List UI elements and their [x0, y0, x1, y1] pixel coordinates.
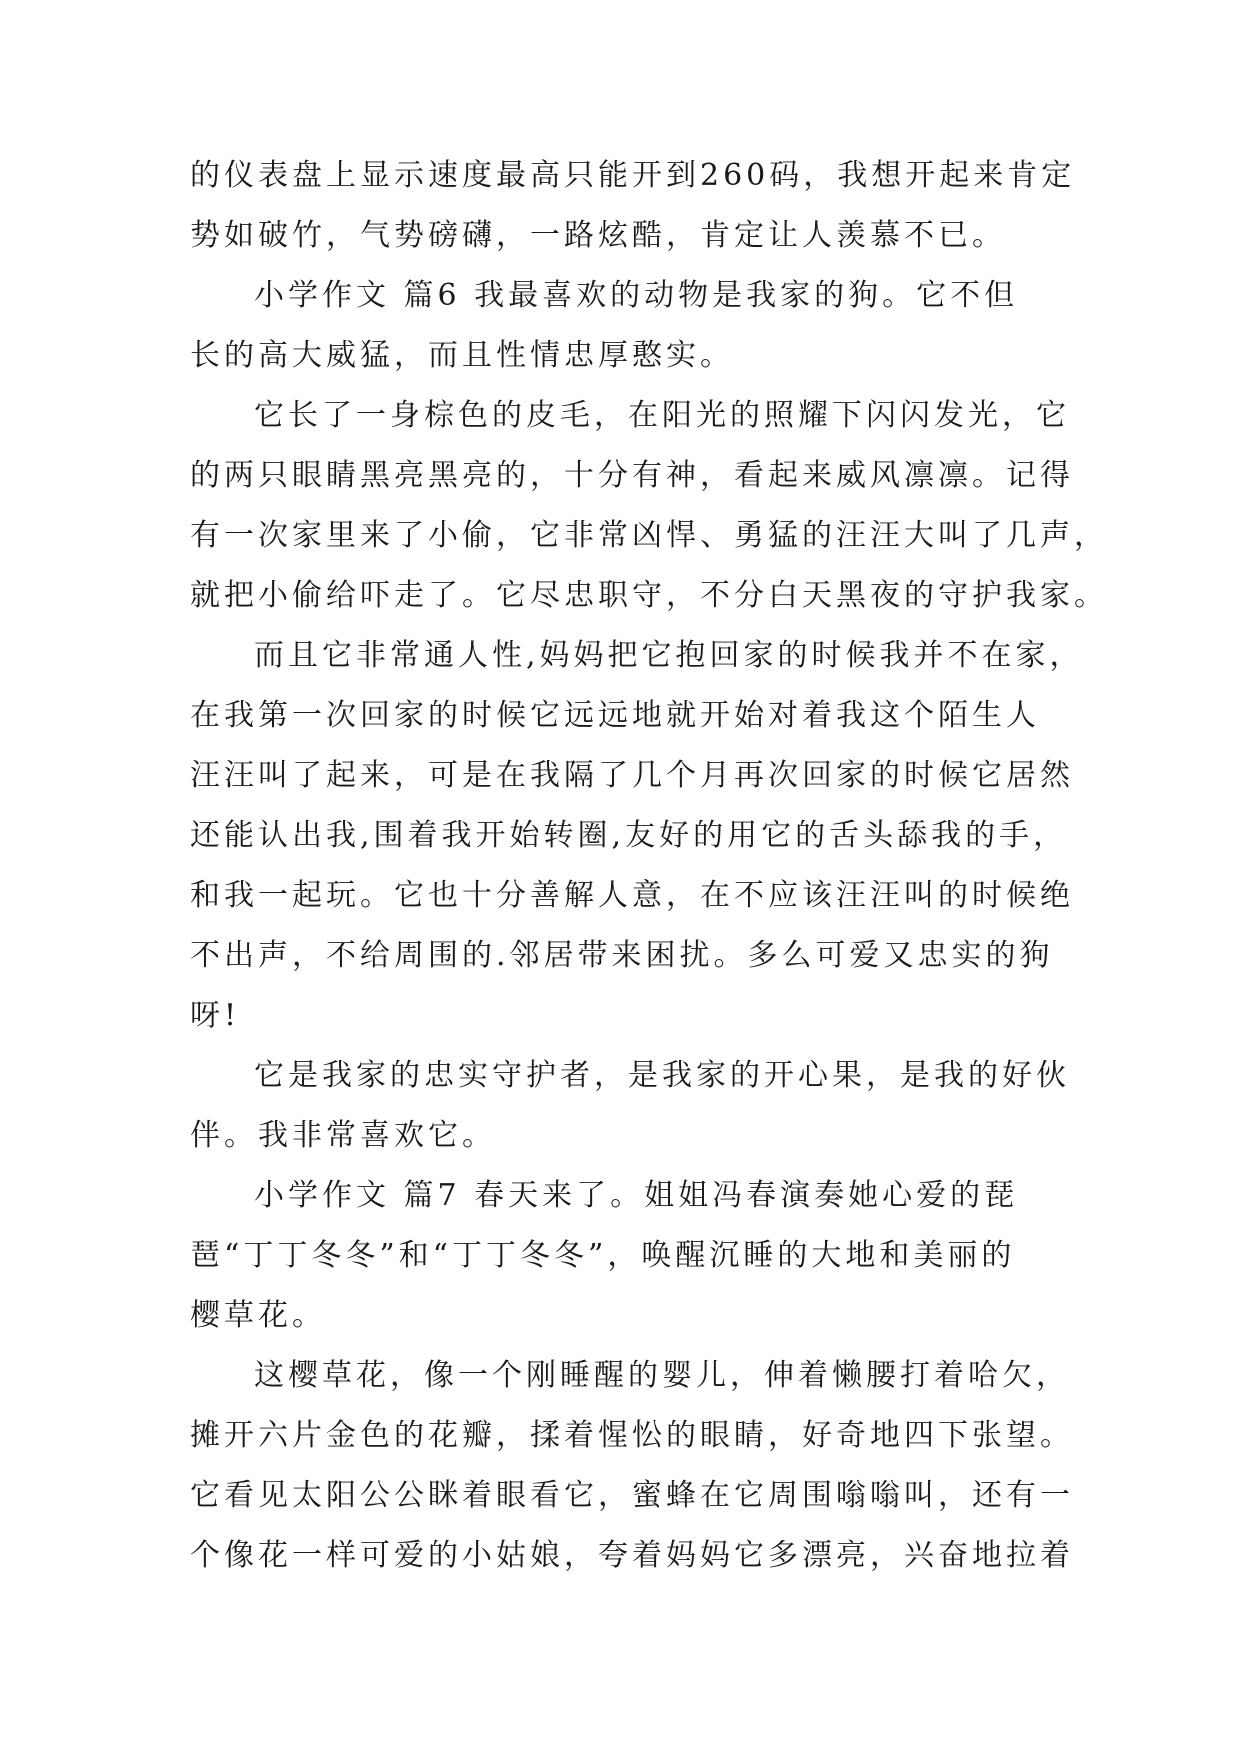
- text-line: 的仪表盘上显示速度最高只能开到260码，我想开起来肯定: [190, 158, 1076, 193]
- text-line: 就把小偷给吓走了。它尽忠职守，不分白天黑夜的守护我家。: [190, 578, 1108, 613]
- paragraph-start-line: 这樱草花，像一个刚睡醒的婴儿，伸着懒腰打着哈欠，: [254, 1358, 1070, 1393]
- text-line: 樱草花。: [190, 1298, 326, 1333]
- text-line: 摊开六片金色的花瓣，揉着惺忪的眼睛，好奇地四下张望。: [190, 1418, 1074, 1453]
- text-line: 汪汪叫了起来，可是在我隔了几个月再次回家的时候它居然: [190, 758, 1074, 793]
- text-line: 有一次家里来了小偷，它非常凶悍、勇猛的汪汪大叫了几声，: [190, 518, 1108, 553]
- paragraph-start-line: 而且它非常通人性,妈妈把它抱回家的时候我并不在家，: [254, 638, 1084, 673]
- text-line: 长的高大威猛，而且性情忠厚憨实。: [190, 338, 734, 373]
- text-line: 伴。我非常喜欢它。: [190, 1118, 496, 1153]
- text-line: 还能认出我,围着我开始转圈,友好的用它的舌头舔我的手，: [190, 818, 1068, 853]
- section-heading-line: 小学作文 篇7 春天来了。姐姐冯春演奏她心爱的琵: [254, 1178, 1019, 1213]
- section-heading-line: 小学作文 篇6 我最喜欢的动物是我家的狗。它不但: [254, 278, 1019, 313]
- text-line: 琶“丁丁冬冬”和“丁丁冬冬”，唤醒沉睡的大地和美丽的: [190, 1238, 1016, 1273]
- body-text: [190, 146, 1108, 1586]
- text-line: 在我第一次回家的时候它远远地就开始对着我这个陌生人: [190, 698, 1040, 733]
- text-line: 它看见太阳公公眯着眼看它，蜜蜂在它周围嗡嗡叫，还有一: [190, 1478, 1074, 1513]
- text-line: 势如破竹，气势磅礴，一路炫酷，肯定让人羡慕不已。: [190, 218, 1006, 253]
- text-line: 呀!: [190, 998, 241, 1033]
- paragraph-start-line: 它长了一身棕色的皮毛，在阳光的照耀下闪闪发光，它: [254, 398, 1070, 433]
- text-line: 个像花一样可爱的小姑娘，夸着妈妈它多漂亮，兴奋地拉着: [190, 1538, 1074, 1573]
- text-line: 和我一起玩。它也十分善解人意，在不应该汪汪叫的时候绝: [190, 878, 1074, 913]
- paragraph-start-line: 它是我家的忠实守护者，是我家的开心果，是我的好伙: [254, 1058, 1070, 1093]
- text-line: 不出声，不给周围的.邻居带来困扰。多么可爱又忠实的狗: [190, 938, 1054, 973]
- text-line: 的两只眼睛黑亮黑亮的，十分有神，看起来威风凛凛。记得: [190, 458, 1074, 493]
